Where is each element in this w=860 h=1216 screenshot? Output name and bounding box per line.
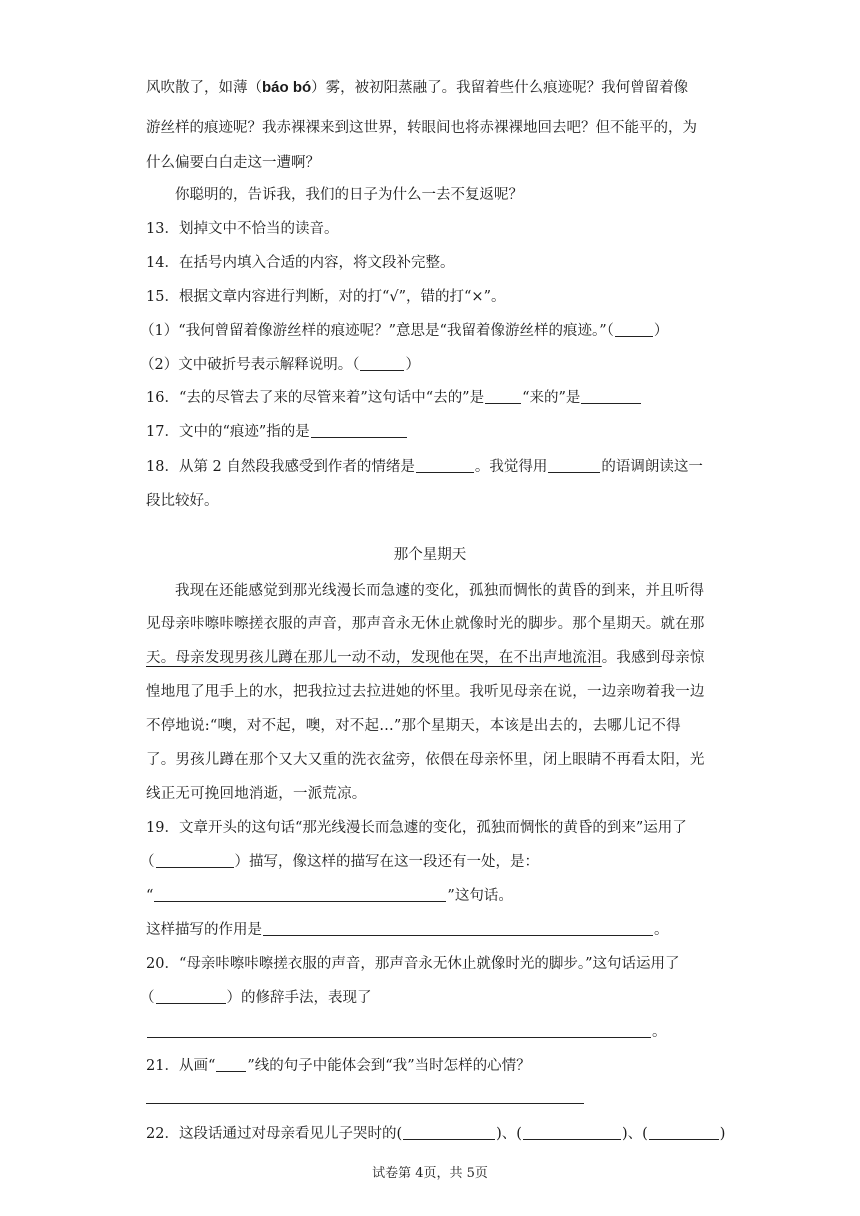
passage2-line-5: 不停地说:“噢，对不起，噢，对不起…”那个星期天，本该是出去的，去哪儿记不得 bbox=[146, 718, 681, 734]
question-18 bbox=[146, 457, 703, 477]
passage2-line-4: 惶地甩了甩手上的水，把我拉过去拉进她的怀里。我听见母亲在说，一边亲吻着我一边 bbox=[146, 684, 705, 700]
text: （ bbox=[140, 990, 155, 1006]
question-15: 15．根据文章内容进行判断，对的打“√”，错的打“×”。 bbox=[146, 289, 506, 305]
text: 18．从第 2 自然段我感受到作者的情绪是 bbox=[146, 459, 415, 475]
answer-blank[interactable] bbox=[523, 1125, 621, 1140]
question-20-b bbox=[140, 988, 372, 1008]
answer-blank[interactable] bbox=[156, 989, 226, 1004]
answer-blank[interactable] bbox=[156, 853, 234, 868]
answer-blank[interactable] bbox=[147, 1023, 651, 1038]
text: ） bbox=[405, 357, 420, 373]
passage1-line-3: 什么偏要白白走这一遭啊？ bbox=[146, 155, 320, 171]
text: ）描写，像这样的描写在这一段还有一处，是： bbox=[234, 854, 539, 870]
answer-blank[interactable] bbox=[416, 458, 474, 473]
answer-blank[interactable] bbox=[311, 423, 407, 438]
answer-blank[interactable] bbox=[485, 389, 521, 404]
text: 。 bbox=[654, 922, 669, 938]
text: )、( bbox=[496, 1126, 522, 1142]
text: ） bbox=[653, 323, 669, 339]
text: 16．“去的尽管去了来的尽管来着”这句话中“去的”是 bbox=[146, 390, 485, 406]
question-19-d bbox=[146, 920, 669, 940]
text: “来的”是 bbox=[522, 390, 581, 406]
text: （2）文中破折号表示解释说明。（ bbox=[140, 357, 360, 373]
pinyin-options: báo bó bbox=[262, 79, 312, 96]
answer-blank[interactable] bbox=[154, 887, 446, 902]
answer-blank[interactable] bbox=[581, 389, 641, 404]
question-19: 19．文章开头的这句话“那光线漫长而急遽的变化，孤独而惆怅的黄昏的到来”运用了 bbox=[146, 820, 687, 836]
question-14: 14．在括号内填入合适的内容，将文段补完整。 bbox=[146, 255, 455, 271]
passage2-line-6: 了。男孩儿蹲在那个又大又重的洗衣盆旁，依偎在母亲怀里，闭上眼睛不再看太阳，光 bbox=[146, 752, 705, 768]
text: 的语调朗读这一 bbox=[601, 459, 703, 475]
question-21 bbox=[146, 1056, 531, 1076]
question-15-1 bbox=[140, 321, 668, 341]
text: 。 bbox=[652, 1024, 667, 1040]
answer-line[interactable] bbox=[146, 1103, 584, 1104]
passage1-line-2: 游丝样的痕迹呢？我赤裸裸来到这世界，转眼间也将赤裸裸地回去吧？但不能平的，为 bbox=[146, 120, 697, 136]
question-18-cont: 段比较好。 bbox=[146, 493, 219, 509]
text: )、( bbox=[621, 1126, 648, 1142]
answer-blank[interactable] bbox=[649, 1125, 719, 1140]
text: ）的修辞手法，表现了 bbox=[226, 990, 372, 1006]
answer-blank[interactable] bbox=[360, 356, 404, 371]
passage-title: 那个星期天 bbox=[393, 547, 467, 563]
question-20: 20．“母亲咔嚓咔嚓搓衣服的声音，那声音永无休止就像时光的脚步。”这句话运用了 bbox=[146, 956, 680, 972]
question-13: 13．划掉文中不恰当的读音。 bbox=[146, 221, 339, 237]
page-footer: 试卷第 4页，共 5页 bbox=[372, 1166, 488, 1181]
answer-blank[interactable] bbox=[263, 921, 653, 936]
text: ”这句话。 bbox=[447, 888, 513, 904]
answer-blank[interactable] bbox=[548, 458, 600, 473]
text: 。我感到母亲惊 bbox=[601, 650, 705, 666]
text: ）雾，被初阳蒸融了。我留着些什么痕迹呢？我何曾留着像 bbox=[311, 80, 689, 96]
answer-blank[interactable] bbox=[403, 1125, 495, 1140]
question-15-2 bbox=[140, 355, 420, 375]
underlined-sentence: 天。母亲发现男孩儿蹲在那儿一动不动，发现他在哭，在不出声地流泪 bbox=[146, 650, 602, 666]
passage2-line-2: 见母亲咔嚓咔嚓搓衣服的声音，那声音永无休止就像时光的脚步。那个星期天。就在那 bbox=[146, 616, 705, 632]
text: ) bbox=[719, 1126, 726, 1142]
text: “ bbox=[146, 888, 154, 904]
passage2-line-1: 我现在还能感觉到那光线漫长而急遽的变化，孤独而惆怅的黄昏的到来，并且听得 bbox=[175, 583, 705, 599]
question-17 bbox=[146, 422, 408, 442]
question-19-b bbox=[140, 852, 539, 872]
text: 22．这段话通过对母亲看见儿子哭时的( bbox=[146, 1126, 403, 1142]
question-20-c bbox=[146, 1022, 667, 1042]
passage2-line-3 bbox=[146, 648, 705, 668]
underline-marker bbox=[216, 1057, 246, 1072]
question-19-c bbox=[146, 886, 513, 906]
text: ”线的句子中能体会到“我”当时怎样的心情？ bbox=[247, 1058, 531, 1074]
text: 风吹散了，如薄（ bbox=[146, 80, 262, 96]
passage1-line-1 bbox=[146, 78, 688, 98]
text: （ bbox=[140, 854, 155, 870]
text: （1）“我何曾留着像游丝样的痕迹呢？”意思是“我留着像游丝样的痕迹。”（ bbox=[140, 323, 614, 339]
text: 这样描写的作用是 bbox=[146, 922, 262, 938]
answer-blank[interactable] bbox=[615, 322, 653, 337]
text: 。我觉得用 bbox=[474, 459, 548, 475]
question-16 bbox=[146, 388, 642, 408]
text: 17．文中的“痕迹”指的是 bbox=[146, 424, 310, 440]
passage2-line-7: 线正无可挽回地消逝，一派荒凉。 bbox=[146, 786, 367, 802]
passage1-line-4: 你聪明的，告诉我，我们的日子为什么一去不复返呢？ bbox=[175, 187, 523, 203]
question-22 bbox=[146, 1124, 725, 1144]
text: 21．从画“ bbox=[146, 1058, 216, 1074]
